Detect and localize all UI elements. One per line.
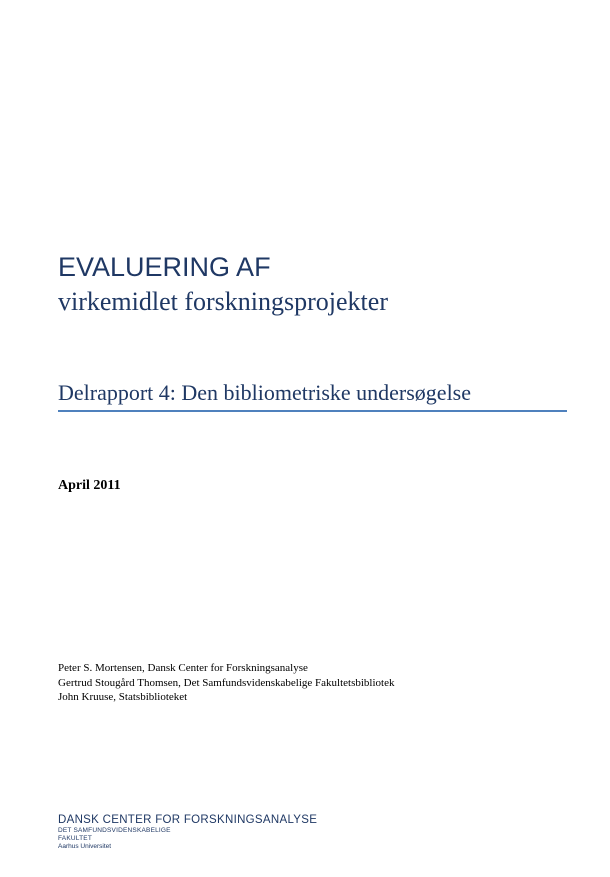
university-name: Aarhus Universitet	[58, 843, 112, 850]
author-entry: John Kruuse, Statsbiblioteket	[58, 691, 188, 703]
faculty-line-2: FAKULTET	[58, 835, 92, 842]
organization-logo-block	[58, 814, 317, 851]
author-entry: Peter S. Mortensen, Dansk Center for Forskningsanalyse	[58, 662, 308, 674]
faculty-line-1: DET SAMFUNDSVIDENSKABELIGE	[58, 827, 171, 834]
author-list	[58, 661, 394, 705]
author-entry: Gertrud Stougård Thomsen, Det Samfundsvidenskabelige Fakultetsbibliotek	[58, 676, 395, 689]
report-subtitle: Delrapport 4: Den bibliometriske undersøgelse	[58, 380, 472, 405]
report-date: April 2011	[58, 478, 121, 493]
subtitle-divider	[58, 410, 567, 412]
organization-name: DANSK CENTER FOR FORSKNINGSANALYSE	[58, 814, 318, 826]
report-title-line-2: virkemidlet forskningsprojekter	[58, 287, 388, 316]
report-title-line-1: EVALUERING AF	[58, 252, 271, 282]
